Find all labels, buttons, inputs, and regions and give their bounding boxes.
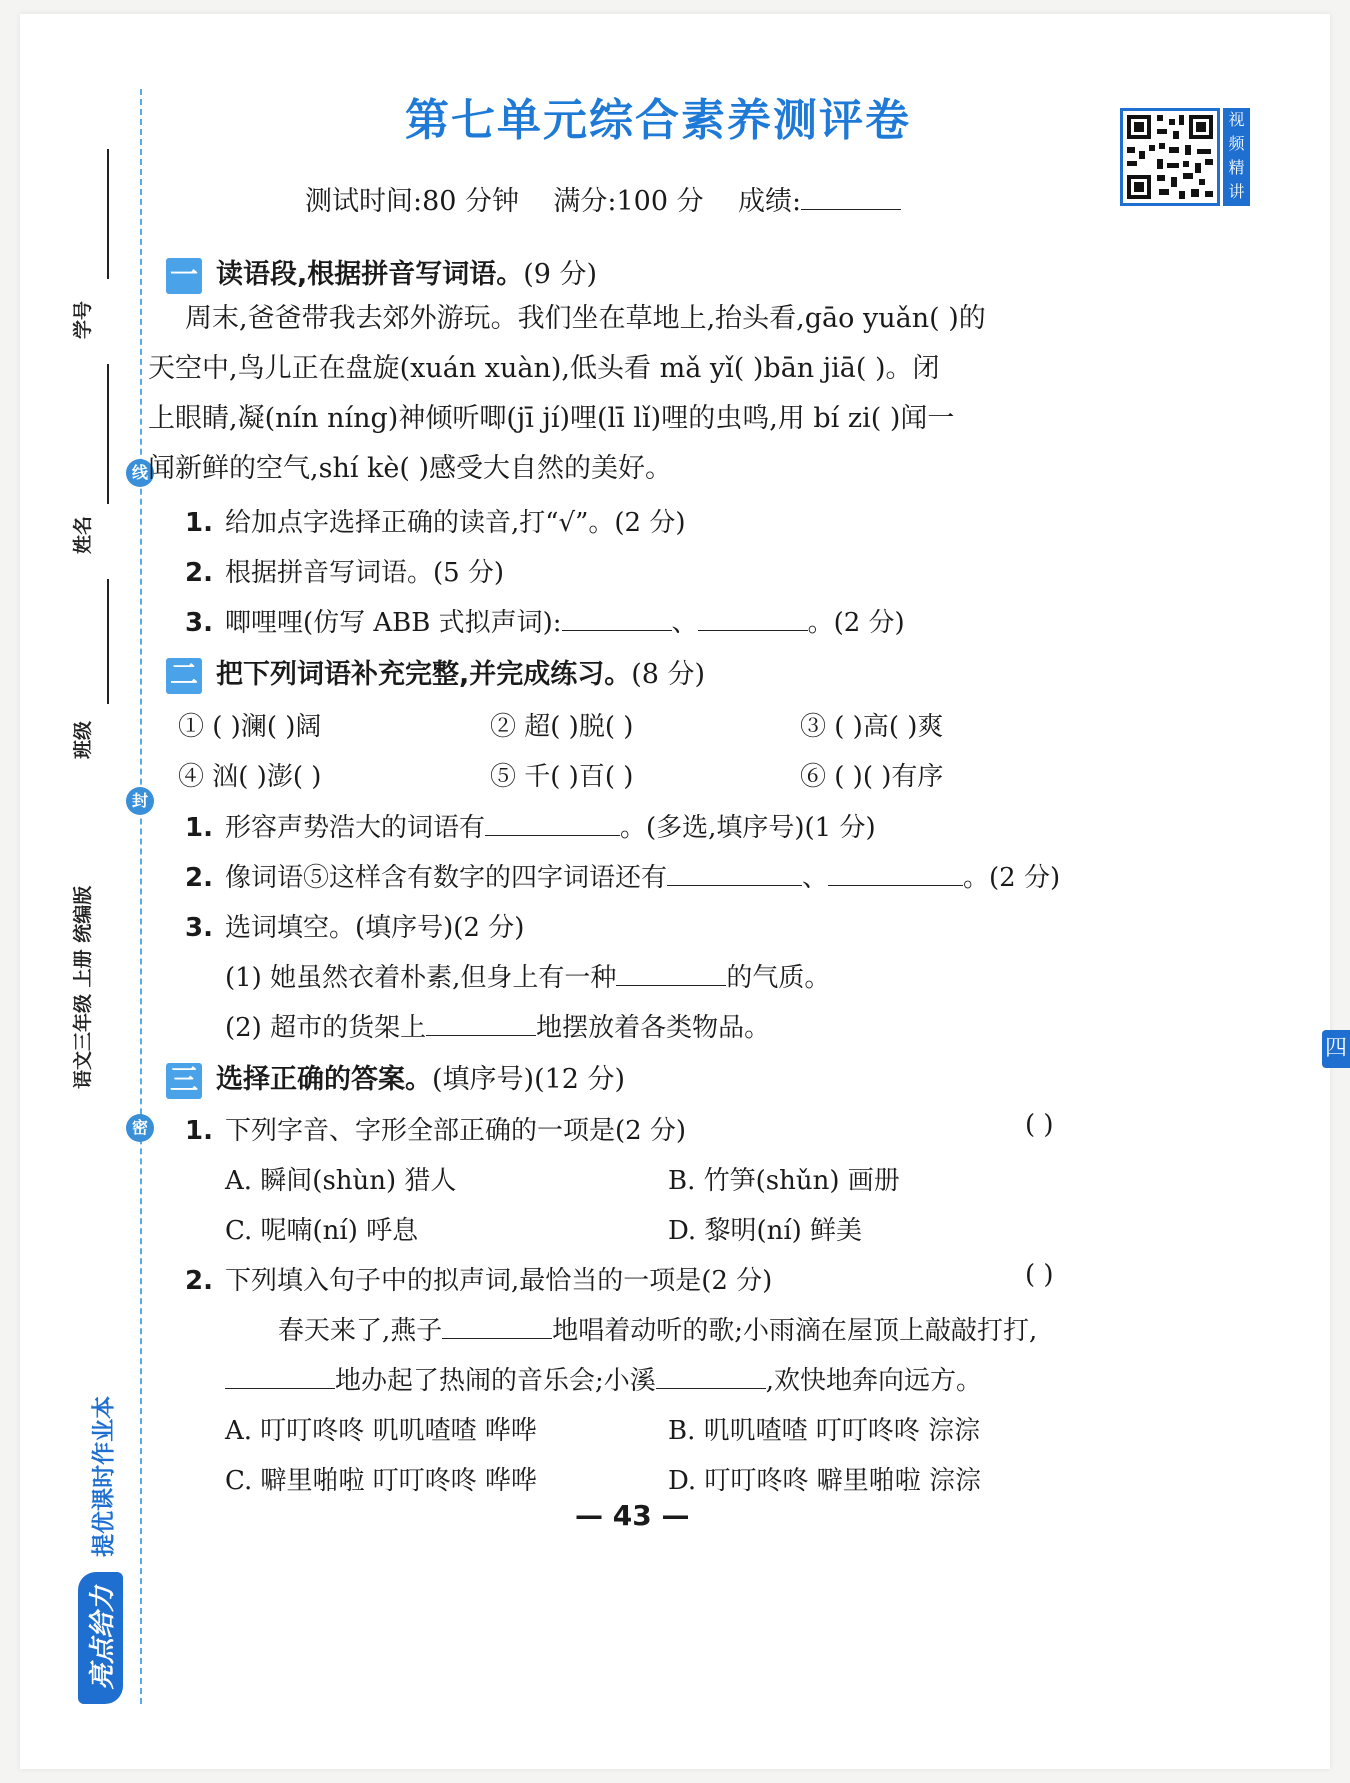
s3-q2-s1-text: 春天来了,燕子 (278, 1316, 443, 1346)
section-1-title: 读语段,根据拼音写词语。 (216, 259, 524, 290)
s3-q2-sentence-1 (278, 1310, 1037, 1347)
section-1-points: (9 分) (523, 259, 598, 290)
s2-q3-1-tail: 的气质。 (726, 963, 831, 993)
s2-question-2: 2. 像词语⑤这样含有数字的四字词语还有 、 。(2 分) (185, 857, 1060, 894)
section-1-heading (166, 252, 597, 294)
section-2-heading (166, 652, 705, 694)
s2-q3-2-text: (2) 超市的货架上 (225, 1013, 427, 1043)
section-3-points: (填序号)(12 分) (432, 1064, 626, 1095)
s2-q3-sub-2 (225, 1007, 770, 1044)
score-label: 成绩: (737, 186, 802, 217)
name-blank-line (107, 364, 109, 504)
s3-q2-option-c: C. 噼里啪啦 叮叮咚咚 哗哗 (225, 1466, 538, 1496)
course-label: 语文三年级 上册 统编版 (72, 885, 94, 1089)
s3-q1-text: 下列字音、字形全部正确的一项是(2 分) (224, 1116, 687, 1146)
s3-q2-sentence-2 (225, 1360, 982, 1397)
worksheet-page (20, 14, 1330, 1769)
page-number: — 43 — (575, 1499, 690, 1532)
passage-line-4: 闻新鲜的空气,shí kè( )感受大自然的美好。 (148, 453, 673, 484)
word-item-6: ⑥ ( )( )有序 (800, 762, 944, 792)
s2-q3-text: 选词填空。(填序号)(2 分) (224, 913, 525, 943)
s2-q3-1-text: (1) 她虽然衣着朴素,但身上有一种 (225, 963, 617, 993)
s2-q3-sub-1 (225, 957, 830, 994)
s2-q1-blank[interactable] (485, 809, 620, 836)
section-2-badge: 二 (166, 658, 202, 694)
word-item-3: ③ ( )高( )爽 (800, 712, 944, 742)
s2-q3-2-tail: 地摆放着各类物品。 (536, 1013, 771, 1043)
s2-q2-tail: 。(2 分) (963, 863, 1061, 893)
test-time: 测试时间:80 分钟 (305, 186, 520, 217)
section-3-heading (166, 1057, 625, 1099)
word-item-1: ① ( )澜( )阔 (178, 712, 322, 742)
s3-q1-option-d: D. 黎明(ní) 鲜美 (668, 1216, 863, 1246)
section-1-badge: 一 (166, 258, 202, 294)
word-item-4: ④ 汹( )澎( ) (178, 762, 322, 792)
s2-q3-1-blank[interactable] (616, 959, 726, 986)
s3-q2-option-a: A. 叮叮咚咚 叽叽喳喳 哗哗 (225, 1416, 537, 1446)
s1-q1-text: 给加点字选择正确的读音,打“√”。(2 分) (224, 508, 686, 538)
section-2-points: (8 分) (631, 659, 706, 690)
s2-q1-text: 形容声势浩大的词语有 (224, 813, 485, 843)
s1-question-2: 2. 根据拼音写词语。(5 分) (185, 558, 505, 588)
qr-caption: 视频精讲 (1223, 108, 1250, 206)
name-label: 姓名 (72, 515, 94, 554)
section-3-badge: 三 (166, 1063, 202, 1099)
brand-strip (78, 1396, 123, 1704)
s2-q3-2-blank[interactable] (426, 1009, 536, 1036)
id-label: 学号 (72, 300, 94, 339)
passage-line-1: 周末,爸爸带我去郊外游玩。我们坐在草地上,抬头看,gāo yuǎn( )的 (185, 303, 986, 334)
s3-q2-s1-tail: 地唱着动听的歌;小雨滴在屋顶上敲敲打打, (552, 1316, 1038, 1346)
s3-q2-option-b: B. 叽叽喳喳 叮叮咚咚 淙淙 (668, 1416, 981, 1446)
page-title: 第七单元综合素养测评卷 (405, 95, 911, 146)
s2-q2-blank-1[interactable] (667, 859, 802, 886)
s2-question-1: 1. 形容声势浩大的词语有 。(多选,填序号)(1 分) (185, 807, 876, 844)
passage-line-3: 上眼睛,凝(nín níng)神倾听唧(jī jí)哩(lī lǐ)哩的虫鸣,用 bí zi( )闻一 (148, 403, 955, 434)
s1-q3-points: 。(2 分) (807, 608, 905, 638)
class-label: 班级 (72, 720, 94, 759)
brand-logo: 亮点给力 (78, 1572, 123, 1704)
s3-q2-blank-1[interactable] (442, 1312, 552, 1339)
s1-question-3: 3. 唧哩哩(仿写 ABB 式拟声词): 、 。(2 分) (185, 602, 905, 639)
cut-mark-secret: 密 (126, 1114, 154, 1142)
s1-q3-blank-1[interactable] (562, 604, 672, 631)
cut-mark-line: 线 (126, 459, 154, 487)
section-2-title: 把下列词语补充完整,并完成练习。 (216, 659, 632, 690)
class-blank-line (107, 579, 109, 704)
s2-q2-text: 像词语⑤这样含有数字的四字词语还有 (224, 863, 667, 893)
word-item-5: ⑤ 千( )百( ) (490, 762, 634, 792)
s3-q2-s2-tail: ,欢快地奔向远方。 (765, 1366, 983, 1396)
word-item-2: ② 超( )脱( ) (490, 712, 634, 742)
s2-q1-tail: 。(多选,填序号)(1 分) (619, 813, 876, 843)
s1-q2-text: 根据拼音写词语。(5 分) (224, 558, 505, 588)
s3-q2-answer-box[interactable]: ( ) (1025, 1260, 1054, 1290)
full-score: 满分:100 分 (553, 186, 704, 217)
s1-question-1: 1. 给加点字选择正确的读音,打“√”。(2 分) (185, 508, 686, 538)
s3-q1-option-a: A. 瞬间(shùn) 猎人 (225, 1166, 457, 1196)
s2-q2-blank-2[interactable] (828, 859, 963, 886)
s3-q1-answer-box[interactable]: ( ) (1025, 1110, 1054, 1140)
qr-code[interactable] (1120, 108, 1220, 206)
s3-q1-option-b: B. 竹笋(shǔn) 画册 (668, 1166, 900, 1196)
s1-q3-blank-2[interactable] (698, 604, 808, 631)
s3-question-1: 1. 下列字音、字形全部正确的一项是(2 分) (185, 1116, 687, 1146)
s3-q2-blank-3[interactable] (656, 1362, 766, 1389)
s3-q2-option-d: D. 叮叮咚咚 噼里啪啦 淙淙 (668, 1466, 981, 1496)
section-3-title: 选择正确的答案。 (216, 1064, 432, 1095)
cut-line (140, 89, 142, 1704)
unit-side-tab[interactable]: 四 (1322, 1030, 1350, 1068)
score-blank[interactable] (801, 182, 901, 210)
passage-line-2: 天空中,鸟儿正在盘旋(xuán xuàn),低头看 mǎ yǐ( )bān jiā( )。闭 (148, 353, 940, 384)
test-info (305, 179, 901, 218)
s3-q2-text: 下列填入句子中的拟声词,最恰当的一项是(2 分) (224, 1266, 773, 1296)
brand-slogan: 提优课时作业本 (91, 1395, 117, 1557)
s2-question-3: 3. 选词填空。(填序号)(2 分) (185, 913, 525, 943)
s3-q2-blank-2[interactable] (225, 1362, 335, 1389)
id-blank-line (107, 149, 109, 279)
s3-q2-s2-text: 地办起了热闹的音乐会;小溪 (335, 1366, 656, 1396)
s3-question-2: 2. 下列填入句子中的拟声词,最恰当的一项是(2 分) (185, 1266, 773, 1296)
qr-code-icon (1123, 111, 1217, 203)
s1-q3-text: 唧哩哩(仿写 ABB 式拟声词): (224, 608, 562, 638)
cut-mark-seal: 封 (126, 787, 154, 815)
s3-q1-option-c: C. 呢喃(ní) 呼息 (225, 1216, 419, 1246)
